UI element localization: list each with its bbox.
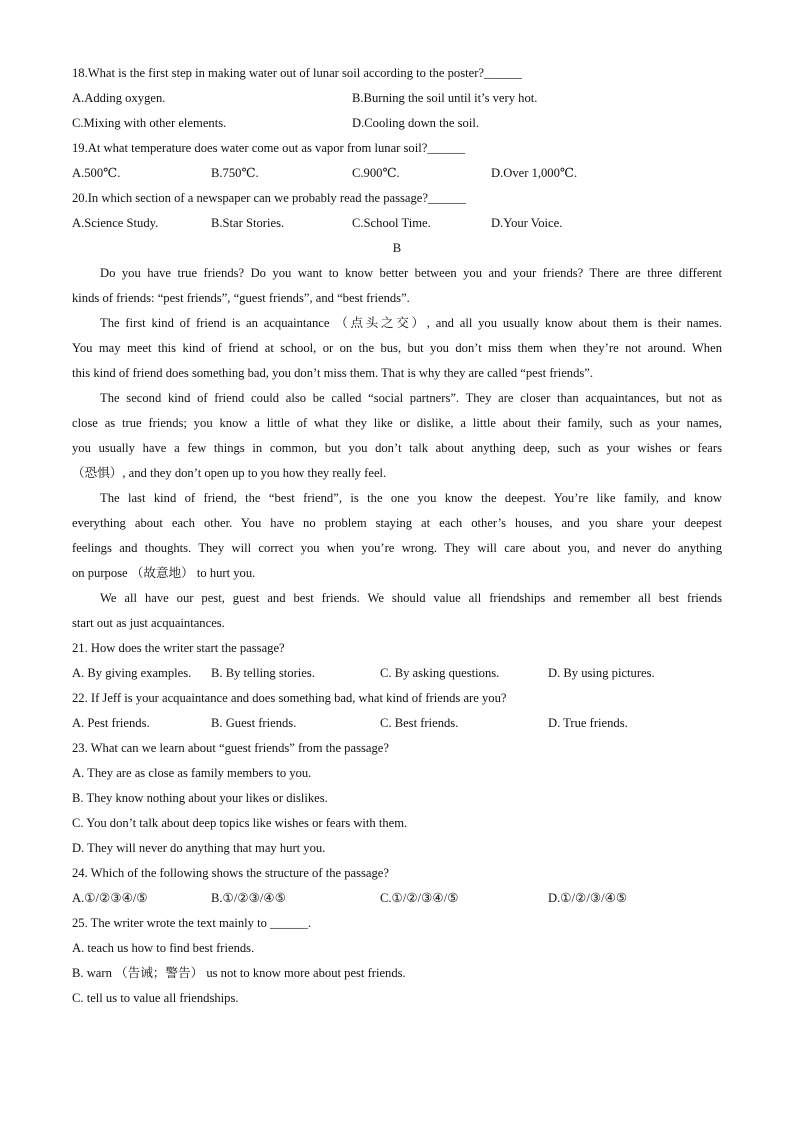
q22-option-a: A. Pest friends. bbox=[72, 716, 150, 730]
passage-p4-line-1: The last kind of friend, the “best friend”, is the one you know the deepest. You’re like family, and know bbox=[100, 491, 722, 505]
passage-p3-line-4: （恐惧）, and they don’t open up to you how they really feel. bbox=[72, 466, 387, 480]
question-22-options bbox=[72, 711, 722, 736]
q20-option-a: A.Science Study. bbox=[72, 216, 159, 230]
q24-option-a: A.①/②③④/⑤ bbox=[72, 891, 148, 905]
q25-option-a: A. teach us how to find best friends. bbox=[72, 941, 255, 955]
q20-option-b: B.Star Stories. bbox=[211, 216, 285, 230]
q24-option-c: C.①/②/③④/⑤ bbox=[380, 891, 459, 905]
q21-option-d: D. By using pictures. bbox=[548, 666, 655, 680]
question-25-stem: 25. The writer wrote the text mainly to ______. bbox=[72, 916, 311, 930]
question-23-stem: 23. What can we learn about “guest friends” from the passage? bbox=[72, 741, 389, 755]
passage-p3-line-2: close as true friends; you know a little of what they like or dislike, a little about their family, such as your names, bbox=[72, 416, 722, 430]
passage-p4-line-4: on purpose （故意地） to hurt you. bbox=[72, 566, 256, 580]
q19-option-d: D.Over 1,000℃. bbox=[491, 166, 578, 180]
q19-option-b: B.750℃. bbox=[211, 166, 259, 180]
q25-option-c: C. tell us to value all friendships. bbox=[72, 991, 239, 1005]
q23-option-a: A. They are as close as family members to you. bbox=[72, 766, 312, 780]
q20-option-c: C.School Time. bbox=[352, 216, 431, 230]
q23-option-d: D. They will never do anything that may hurt you. bbox=[72, 841, 326, 855]
q18-option-a: A.Adding oxygen. bbox=[72, 91, 166, 105]
q18-option-b: B.Burning the soil until it’s very hot. bbox=[352, 91, 538, 105]
q23-option-b: B. They know nothing about your likes or dislikes. bbox=[72, 791, 328, 805]
question-19-stem: 19.At what temperature does water come out as vapor from lunar soil?______ bbox=[72, 141, 466, 155]
q19-option-c: C.900℃. bbox=[352, 166, 400, 180]
question-19-options bbox=[72, 161, 722, 186]
passage-p3-line-3: you usually have a few things in common, but you don’t talk about anything deep, such as your wishes or fears bbox=[72, 441, 722, 455]
q25-option-b: B. warn （告诫；警告） us not to know more about pest friends. bbox=[72, 966, 406, 980]
question-20-options bbox=[72, 211, 722, 236]
q23-option-c: C. You don’t talk about deep topics like wishes or fears with them. bbox=[72, 816, 408, 830]
question-24-stem: 24. Which of the following shows the structure of the passage? bbox=[72, 866, 389, 880]
question-24-options bbox=[72, 886, 722, 911]
exam-page bbox=[72, 61, 722, 1011]
q22-option-c: C. Best friends. bbox=[380, 716, 459, 730]
passage-p4-line-2: everything about each other. You have no problem staying at each other’s houses, and you share your deepest bbox=[72, 516, 722, 530]
passage-p4-line-3: feelings and thoughts. They will correct you when you’re wrong. They will care about you, and never do anything bbox=[72, 541, 722, 555]
q18-option-c: C.Mixing with other elements. bbox=[72, 116, 227, 130]
q22-option-d: D. True friends. bbox=[548, 716, 628, 730]
passage-p5-line-2: start out as just acquaintances. bbox=[72, 616, 225, 630]
q21-option-b: B. By telling stories. bbox=[211, 666, 315, 680]
question-22-stem: 22. If Jeff is your acquaintance and does something bad, what kind of friends are you? bbox=[72, 691, 507, 705]
passage-p2-line-3: this kind of friend does something bad, you don’t miss them. That is why they are called “pest friends”. bbox=[72, 366, 594, 380]
q18-option-d: D.Cooling down the soil. bbox=[352, 116, 479, 130]
q19-option-a: A.500℃. bbox=[72, 166, 121, 180]
section-heading: B bbox=[392, 241, 402, 255]
question-18-options-row-1 bbox=[72, 86, 722, 111]
passage-p1-line-1: Do you have true friends? Do you want to know better between you and your friends? There are three different bbox=[100, 266, 722, 280]
passage-p2-line-1: The first kind of friend is an acquaintance （点头之交）, and all you usually know about them is their names. bbox=[100, 316, 722, 330]
passage-p1-line-2: kinds of friends: “pest friends”, “guest friends”, and “best friends”. bbox=[72, 291, 410, 305]
question-21-options bbox=[72, 661, 722, 686]
passage-p3-line-1: The second kind of friend could also be called “social partners”. They are closer than acquaintances, but not as bbox=[100, 391, 722, 405]
q24-option-b: B.①/②③/④⑤ bbox=[211, 891, 286, 905]
q24-option-d: D.①/②/③/④⑤ bbox=[548, 891, 628, 905]
question-20-stem: 20.In which section of a newspaper can we probably read the passage?______ bbox=[72, 191, 466, 205]
question-21-stem: 21. How does the writer start the passage? bbox=[72, 641, 285, 655]
q20-option-d: D.Your Voice. bbox=[491, 216, 563, 230]
q21-option-a: A. By giving examples. bbox=[72, 666, 192, 680]
passage-p5-line-1: We all have our pest, guest and best friends. We should value all friendships and remember all best friends bbox=[100, 591, 722, 605]
question-18-options-row-2 bbox=[72, 111, 722, 136]
q21-option-c: C. By asking questions. bbox=[380, 666, 500, 680]
q22-option-b: B. Guest friends. bbox=[211, 716, 297, 730]
passage-p2-line-2: You may meet this kind of friend at school, or on the bus, but you don’t miss them when they’re not around. When bbox=[72, 341, 722, 355]
question-18-stem: 18.What is the first step in making water out of lunar soil according to the poster?______ bbox=[72, 66, 522, 80]
